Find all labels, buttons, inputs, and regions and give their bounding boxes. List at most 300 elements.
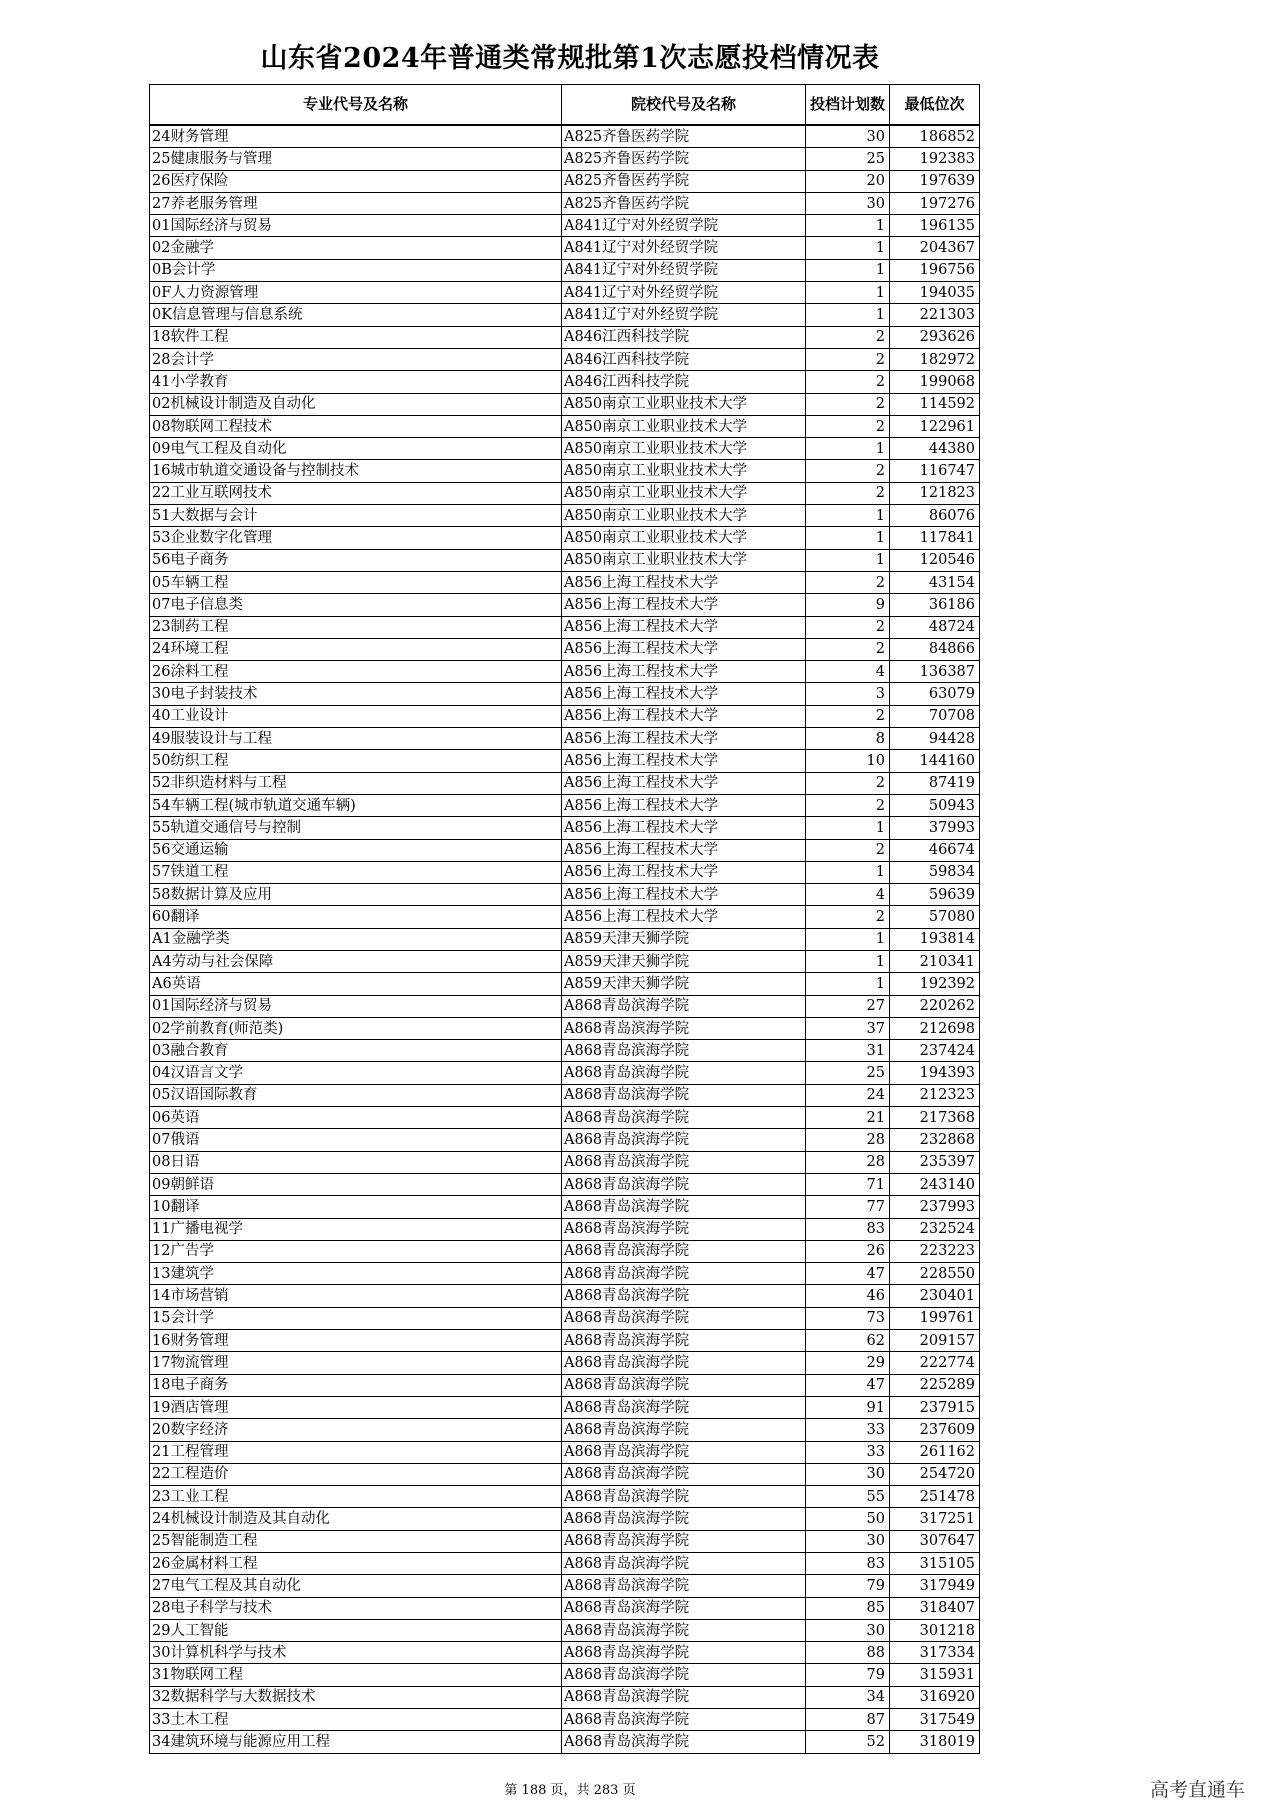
table-row <box>150 928 980 950</box>
rank-cell: 251478 <box>890 1486 980 1508</box>
table-row <box>150 616 980 638</box>
table-row <box>150 125 980 148</box>
major-cell: 56电子商务 <box>150 549 562 571</box>
school-cell: A868青岛滨海学院 <box>562 1575 806 1597</box>
rank-cell: 48724 <box>890 616 980 638</box>
major-cell: 01国际经济与贸易 <box>150 215 562 237</box>
table-row <box>150 1597 980 1619</box>
major-cell: 02学前教育(师范类) <box>150 1017 562 1039</box>
school-cell: A841辽宁对外经贸学院 <box>562 282 806 304</box>
plan-cell: 10 <box>806 750 890 772</box>
plan-cell: 1 <box>806 215 890 237</box>
school-cell: A859天津天狮学院 <box>562 973 806 995</box>
table-row <box>150 1731 980 1753</box>
table-row <box>150 1129 980 1151</box>
plan-cell: 30 <box>806 125 890 148</box>
major-cell: 23工业工程 <box>150 1486 562 1508</box>
school-cell: A825齐鲁医药学院 <box>562 192 806 214</box>
plan-cell: 1 <box>806 928 890 950</box>
rank-cell: 222774 <box>890 1352 980 1374</box>
school-cell: A856上海工程技术大学 <box>562 817 806 839</box>
table-row <box>150 1530 980 1552</box>
plan-cell: 79 <box>806 1664 890 1686</box>
school-cell: A859天津天狮学院 <box>562 950 806 972</box>
plan-cell: 24 <box>806 1084 890 1106</box>
major-cell: 04汉语言文学 <box>150 1062 562 1084</box>
major-cell: 26医疗保险 <box>150 170 562 192</box>
rank-cell: 94428 <box>890 728 980 750</box>
plan-cell: 1 <box>806 973 890 995</box>
major-cell: 0K信息管理与信息系统 <box>150 304 562 326</box>
table-row <box>150 1017 980 1039</box>
major-cell: 13建筑学 <box>150 1263 562 1285</box>
major-cell: 18软件工程 <box>150 326 562 348</box>
page-footer: 第 188 页，共 283 页 <box>504 1783 636 1798</box>
rank-cell: 114592 <box>890 393 980 415</box>
plan-cell: 55 <box>806 1486 890 1508</box>
rank-cell: 43154 <box>890 571 980 593</box>
school-cell: A856上海工程技术大学 <box>562 705 806 727</box>
plan-cell: 28 <box>806 1151 890 1173</box>
school-cell: A868青岛滨海学院 <box>562 1151 806 1173</box>
table-row <box>150 1486 980 1508</box>
school-cell: A856上海工程技术大学 <box>562 728 806 750</box>
rank-cell: 212698 <box>890 1017 980 1039</box>
major-cell: 09电气工程及自动化 <box>150 438 562 460</box>
table-row <box>150 571 980 593</box>
admission-table <box>149 84 980 1754</box>
plan-cell: 83 <box>806 1218 890 1240</box>
major-cell: 21工程管理 <box>150 1441 562 1463</box>
plan-cell: 2 <box>806 460 890 482</box>
plan-cell: 91 <box>806 1396 890 1418</box>
rank-cell: 192392 <box>890 973 980 995</box>
school-cell: A868青岛滨海学院 <box>562 1486 806 1508</box>
plan-cell: 33 <box>806 1441 890 1463</box>
plan-cell: 1 <box>806 950 890 972</box>
school-cell: A868青岛滨海学院 <box>562 995 806 1017</box>
rank-cell: 117841 <box>890 527 980 549</box>
plan-cell: 30 <box>806 1463 890 1485</box>
school-cell: A850南京工业职业技术大学 <box>562 549 806 571</box>
plan-cell: 1 <box>806 527 890 549</box>
rank-cell: 221303 <box>890 304 980 326</box>
table-row <box>150 1508 980 1530</box>
school-cell: A846江西科技学院 <box>562 348 806 370</box>
plan-cell: 2 <box>806 906 890 928</box>
school-cell: A868青岛滨海学院 <box>562 1419 806 1441</box>
table-row <box>150 1709 980 1731</box>
table-row <box>150 482 980 504</box>
rank-cell: 220262 <box>890 995 980 1017</box>
rank-cell: 186852 <box>890 125 980 148</box>
table-body <box>150 125 980 1753</box>
plan-cell: 1 <box>806 505 890 527</box>
rank-cell: 86076 <box>890 505 980 527</box>
plan-cell: 33 <box>806 1419 890 1441</box>
major-cell: 07电子信息类 <box>150 594 562 616</box>
plan-cell: 77 <box>806 1196 890 1218</box>
school-cell: A856上海工程技术大学 <box>562 661 806 683</box>
plan-cell: 47 <box>806 1263 890 1285</box>
school-cell: A850南京工业职业技术大学 <box>562 415 806 437</box>
table-row <box>150 705 980 727</box>
major-cell: 57铁道工程 <box>150 861 562 883</box>
rank-cell: 70708 <box>890 705 980 727</box>
rank-cell: 193814 <box>890 928 980 950</box>
plan-cell: 30 <box>806 192 890 214</box>
plan-cell: 25 <box>806 1062 890 1084</box>
school-cell: A856上海工程技术大学 <box>562 683 806 705</box>
rank-cell: 199068 <box>890 371 980 393</box>
school-cell: A868青岛滨海学院 <box>562 1463 806 1485</box>
plan-cell: 2 <box>806 482 890 504</box>
plan-cell: 8 <box>806 728 890 750</box>
plan-cell: 2 <box>806 348 890 370</box>
table-row <box>150 1352 980 1374</box>
major-cell: 54车辆工程(城市轨道交通车辆) <box>150 794 562 816</box>
plan-cell: 34 <box>806 1686 890 1708</box>
table-row <box>150 259 980 281</box>
plan-cell: 1 <box>806 304 890 326</box>
school-cell: A841辽宁对外经贸学院 <box>562 259 806 281</box>
table-row <box>150 1419 980 1441</box>
major-cell: 31物联网工程 <box>150 1664 562 1686</box>
plan-cell: 83 <box>806 1553 890 1575</box>
school-cell: A868青岛滨海学院 <box>562 1240 806 1262</box>
plan-cell: 2 <box>806 839 890 861</box>
plan-cell: 1 <box>806 237 890 259</box>
table-row <box>150 1330 980 1352</box>
major-cell: 58数据计算及应用 <box>150 884 562 906</box>
major-cell: 34建筑环境与能源应用工程 <box>150 1731 562 1753</box>
rank-cell: 194393 <box>890 1062 980 1084</box>
plan-cell: 26 <box>806 1240 890 1262</box>
rank-cell: 301218 <box>890 1619 980 1641</box>
table-row <box>150 884 980 906</box>
table-row <box>150 1084 980 1106</box>
major-cell: 01国际经济与贸易 <box>150 995 562 1017</box>
major-cell: 22工程造价 <box>150 1463 562 1485</box>
school-cell: A868青岛滨海学院 <box>562 1285 806 1307</box>
major-cell: 30电子封装技术 <box>150 683 562 705</box>
table-row <box>150 170 980 192</box>
major-cell: 41小学教育 <box>150 371 562 393</box>
rank-cell: 237993 <box>890 1196 980 1218</box>
school-cell: A868青岛滨海学院 <box>562 1263 806 1285</box>
plan-cell: 30 <box>806 1530 890 1552</box>
plan-cell: 85 <box>806 1597 890 1619</box>
school-cell: A868青岛滨海学院 <box>562 1664 806 1686</box>
table-row <box>150 549 980 571</box>
table-row <box>150 192 980 214</box>
major-cell: 24机械设计制造及其自动化 <box>150 1508 562 1530</box>
school-cell: A856上海工程技术大学 <box>562 594 806 616</box>
plan-cell: 62 <box>806 1330 890 1352</box>
major-cell: 12广告学 <box>150 1240 562 1262</box>
table-row <box>150 505 980 527</box>
watermark: 高考直通车 <box>1150 1779 1246 1801</box>
school-cell: A850南京工业职业技术大学 <box>562 527 806 549</box>
rank-cell: 197639 <box>890 170 980 192</box>
plan-cell: 1 <box>806 438 890 460</box>
rank-cell: 192383 <box>890 148 980 170</box>
table-row <box>150 728 980 750</box>
major-cell: 06英语 <box>150 1107 562 1129</box>
major-cell: A6英语 <box>150 973 562 995</box>
rank-cell: 50943 <box>890 794 980 816</box>
rank-cell: 317251 <box>890 1508 980 1530</box>
school-cell: A859天津天狮学院 <box>562 928 806 950</box>
header-plan: 投档计划数 <box>806 85 890 126</box>
school-cell: A825齐鲁医药学院 <box>562 125 806 148</box>
school-cell: A856上海工程技术大学 <box>562 750 806 772</box>
school-cell: A856上海工程技术大学 <box>562 839 806 861</box>
table-row <box>150 1553 980 1575</box>
rank-cell: 317949 <box>890 1575 980 1597</box>
table-row <box>150 1396 980 1418</box>
major-cell: 51大数据与会计 <box>150 505 562 527</box>
plan-cell: 2 <box>806 371 890 393</box>
plan-cell: 46 <box>806 1285 890 1307</box>
plan-cell: 9 <box>806 594 890 616</box>
rank-cell: 254720 <box>890 1463 980 1485</box>
table-row <box>150 438 980 460</box>
table-row <box>150 772 980 794</box>
major-cell: 53企业数字化管理 <box>150 527 562 549</box>
rank-cell: 318019 <box>890 1731 980 1753</box>
rank-cell: 197276 <box>890 192 980 214</box>
table-row <box>150 348 980 370</box>
school-cell: A868青岛滨海学院 <box>562 1218 806 1240</box>
table-row <box>150 1240 980 1262</box>
table-row <box>150 661 980 683</box>
plan-cell: 1 <box>806 549 890 571</box>
plan-cell: 73 <box>806 1307 890 1329</box>
plan-cell: 31 <box>806 1040 890 1062</box>
major-cell: A1金融学类 <box>150 928 562 950</box>
school-cell: A868青岛滨海学院 <box>562 1196 806 1218</box>
plan-cell: 2 <box>806 772 890 794</box>
school-cell: A841辽宁对外经贸学院 <box>562 237 806 259</box>
table-row <box>150 995 980 1017</box>
page-title: 山东省2024年普通类常规批第1次志愿投档情况表 <box>260 43 880 74</box>
rank-cell: 212323 <box>890 1084 980 1106</box>
table-row <box>150 906 980 928</box>
rank-cell: 121823 <box>890 482 980 504</box>
major-cell: 15会计学 <box>150 1307 562 1329</box>
plan-cell: 2 <box>806 326 890 348</box>
school-cell: A856上海工程技术大学 <box>562 861 806 883</box>
rank-cell: 196135 <box>890 215 980 237</box>
plan-cell: 2 <box>806 393 890 415</box>
major-cell: 02金融学 <box>150 237 562 259</box>
plan-cell: 2 <box>806 571 890 593</box>
table-row <box>150 594 980 616</box>
major-cell: 16城市轨道交通设备与控制技术 <box>150 460 562 482</box>
major-cell: 27电气工程及其自动化 <box>150 1575 562 1597</box>
school-cell: A856上海工程技术大学 <box>562 616 806 638</box>
major-cell: 10翻译 <box>150 1196 562 1218</box>
plan-cell: 37 <box>806 1017 890 1039</box>
school-cell: A841辽宁对外经贸学院 <box>562 215 806 237</box>
plan-cell: 88 <box>806 1642 890 1664</box>
major-cell: 26金属材料工程 <box>150 1553 562 1575</box>
rank-cell: 237424 <box>890 1040 980 1062</box>
major-cell: 14市场营销 <box>150 1285 562 1307</box>
plan-cell: 28 <box>806 1129 890 1151</box>
plan-cell: 1 <box>806 282 890 304</box>
table-row <box>150 1107 980 1129</box>
plan-cell: 2 <box>806 616 890 638</box>
rank-cell: 63079 <box>890 683 980 705</box>
school-cell: A868青岛滨海学院 <box>562 1374 806 1396</box>
plan-cell: 4 <box>806 661 890 683</box>
rank-cell: 237915 <box>890 1396 980 1418</box>
major-cell: 08日语 <box>150 1151 562 1173</box>
major-cell: 05汉语国际教育 <box>150 1084 562 1106</box>
school-cell: A868青岛滨海学院 <box>562 1731 806 1753</box>
rank-cell: 232524 <box>890 1218 980 1240</box>
rank-cell: 46674 <box>890 839 980 861</box>
major-cell: 07俄语 <box>150 1129 562 1151</box>
rank-cell: 59639 <box>890 884 980 906</box>
table-row <box>150 817 980 839</box>
rank-cell: 217368 <box>890 1107 980 1129</box>
major-cell: 50纺织工程 <box>150 750 562 772</box>
major-cell: 11广播电视学 <box>150 1218 562 1240</box>
school-cell: A868青岛滨海学院 <box>562 1084 806 1106</box>
rank-cell: 37993 <box>890 817 980 839</box>
table-row <box>150 1151 980 1173</box>
major-cell: 08物联网工程技术 <box>150 415 562 437</box>
school-cell: A856上海工程技术大学 <box>562 794 806 816</box>
major-cell: 05车辆工程 <box>150 571 562 593</box>
school-cell: A868青岛滨海学院 <box>562 1307 806 1329</box>
rank-cell: 307647 <box>890 1530 980 1552</box>
rank-cell: 317549 <box>890 1709 980 1731</box>
school-cell: A868青岛滨海学院 <box>562 1553 806 1575</box>
table-row <box>150 393 980 415</box>
rank-cell: 261162 <box>890 1441 980 1463</box>
school-cell: A856上海工程技术大学 <box>562 884 806 906</box>
rank-cell: 122961 <box>890 415 980 437</box>
rank-cell: 232868 <box>890 1129 980 1151</box>
rank-cell: 59834 <box>890 861 980 883</box>
rank-cell: 223223 <box>890 1240 980 1262</box>
school-cell: A868青岛滨海学院 <box>562 1530 806 1552</box>
major-cell: 09朝鲜语 <box>150 1173 562 1195</box>
header-major: 专业代号及名称 <box>150 85 562 126</box>
school-cell: A868青岛滨海学院 <box>562 1173 806 1195</box>
table-row <box>150 1173 980 1195</box>
plan-cell: 30 <box>806 1619 890 1641</box>
table-row <box>150 460 980 482</box>
table-row <box>150 237 980 259</box>
major-cell: A4劳动与社会保障 <box>150 950 562 972</box>
school-cell: A825齐鲁医药学院 <box>562 148 806 170</box>
table-row <box>150 839 980 861</box>
table-row <box>150 326 980 348</box>
table-row <box>150 1686 980 1708</box>
plan-cell: 2 <box>806 415 890 437</box>
plan-cell: 1 <box>806 817 890 839</box>
plan-cell: 1 <box>806 861 890 883</box>
table-row <box>150 973 980 995</box>
major-cell: 24财务管理 <box>150 125 562 148</box>
school-cell: A856上海工程技术大学 <box>562 906 806 928</box>
plan-cell: 50 <box>806 1508 890 1530</box>
school-cell: A868青岛滨海学院 <box>562 1107 806 1129</box>
school-cell: A868青岛滨海学院 <box>562 1597 806 1619</box>
table-row <box>150 371 980 393</box>
rank-cell: 36186 <box>890 594 980 616</box>
major-cell: 19酒店管理 <box>150 1396 562 1418</box>
school-cell: A868青岛滨海学院 <box>562 1396 806 1418</box>
table-row <box>150 215 980 237</box>
rank-cell: 116747 <box>890 460 980 482</box>
major-cell: 28会计学 <box>150 348 562 370</box>
major-cell: 24环境工程 <box>150 638 562 660</box>
table-row <box>150 527 980 549</box>
school-cell: A868青岛滨海学院 <box>562 1352 806 1374</box>
school-cell: A868青岛滨海学院 <box>562 1040 806 1062</box>
table-row <box>150 304 980 326</box>
school-cell: A841辽宁对外经贸学院 <box>562 304 806 326</box>
rank-cell: 237609 <box>890 1419 980 1441</box>
table-row <box>150 148 980 170</box>
rank-cell: 293626 <box>890 326 980 348</box>
rank-cell: 228550 <box>890 1263 980 1285</box>
plan-cell: 25 <box>806 148 890 170</box>
school-cell: A868青岛滨海学院 <box>562 1686 806 1708</box>
major-cell: 0F人力资源管理 <box>150 282 562 304</box>
school-cell: A856上海工程技术大学 <box>562 772 806 794</box>
major-cell: 22工业互联网技术 <box>150 482 562 504</box>
table-row <box>150 1441 980 1463</box>
rank-cell: 316920 <box>890 1686 980 1708</box>
table-row <box>150 1307 980 1329</box>
major-cell: 40工业设计 <box>150 705 562 727</box>
table-row <box>150 1619 980 1641</box>
major-cell: 49服装设计与工程 <box>150 728 562 750</box>
table-row <box>150 861 980 883</box>
major-cell: 56交通运输 <box>150 839 562 861</box>
school-cell: A856上海工程技术大学 <box>562 571 806 593</box>
school-cell: A850南京工业职业技术大学 <box>562 505 806 527</box>
rank-cell: 120546 <box>890 549 980 571</box>
table-row <box>150 1463 980 1485</box>
major-cell: 23制药工程 <box>150 616 562 638</box>
school-cell: A850南京工业职业技术大学 <box>562 438 806 460</box>
rank-cell: 225289 <box>890 1374 980 1396</box>
plan-cell: 2 <box>806 638 890 660</box>
major-cell: 60翻译 <box>150 906 562 928</box>
major-cell: 25健康服务与管理 <box>150 148 562 170</box>
rank-cell: 210341 <box>890 950 980 972</box>
plan-cell: 47 <box>806 1374 890 1396</box>
school-cell: A856上海工程技术大学 <box>562 638 806 660</box>
rank-cell: 315105 <box>890 1553 980 1575</box>
major-cell: 52非织造材料与工程 <box>150 772 562 794</box>
table-row <box>150 1642 980 1664</box>
rank-cell: 196756 <box>890 259 980 281</box>
rank-cell: 204367 <box>890 237 980 259</box>
table-row <box>150 1062 980 1084</box>
school-cell: A868青岛滨海学院 <box>562 1062 806 1084</box>
plan-cell: 3 <box>806 683 890 705</box>
school-cell: A850南京工业职业技术大学 <box>562 393 806 415</box>
